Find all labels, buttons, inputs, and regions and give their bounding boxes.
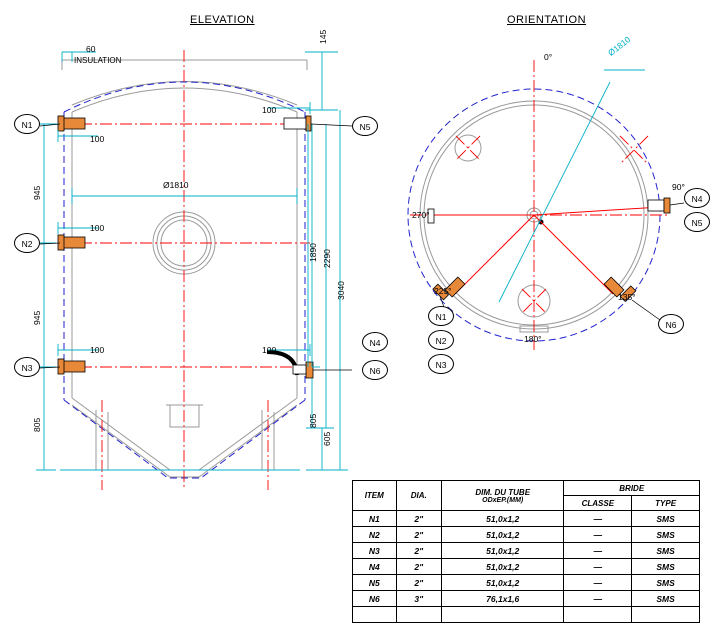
cell-classe: —: [564, 543, 632, 559]
cell-dia: 2": [396, 527, 442, 543]
angle-90: 90°: [672, 182, 685, 192]
table-header-row: [353, 481, 700, 496]
bubble-n2-orientation[interactable]: N2: [428, 330, 454, 350]
cell-type: SMS: [632, 527, 700, 543]
insulation-label: INSULATION: [74, 56, 122, 65]
angle-270: 270°: [412, 210, 430, 220]
insulation-thickness-label: 60: [86, 44, 96, 54]
cell-item: N3: [353, 543, 397, 559]
dim-805-right: 805: [308, 413, 318, 428]
bubble-n5-elevation[interactable]: N5: [352, 116, 378, 136]
dim-1890: 1890: [308, 243, 318, 262]
cell-type: SMS: [632, 511, 700, 527]
cell-dia: 2": [396, 559, 442, 575]
header-type: TYPE: [632, 496, 700, 511]
dim-2290: 2290: [322, 249, 332, 268]
bubble-n4-orientation[interactable]: N4: [684, 188, 710, 208]
table-row: [353, 591, 700, 607]
cell-type: [632, 607, 700, 623]
cell-tube: 51,0x1,2: [442, 559, 564, 575]
cell-tube: 51,0x1,2: [442, 543, 564, 559]
header-tube-sub: ODxEP.(MM): [482, 496, 524, 504]
table-row: [353, 511, 700, 527]
cell-item: N4: [353, 559, 397, 575]
orientation-diameter: Ø1810: [606, 34, 633, 58]
dim-n1-projection: 100: [90, 134, 105, 144]
table-row: [353, 527, 700, 543]
dim-n3-projection: 100: [90, 345, 105, 355]
header-tube: [442, 481, 564, 511]
dim-805-left: 805: [32, 417, 42, 432]
cell-type: SMS: [632, 559, 700, 575]
cell-classe: —: [564, 511, 632, 527]
cell-classe: —: [564, 591, 632, 607]
cell-type: SMS: [632, 543, 700, 559]
cell-type: SMS: [632, 575, 700, 591]
table-row: [353, 575, 700, 591]
cell-item: [353, 607, 397, 623]
title-orientation: ORIENTATION: [507, 14, 587, 26]
nozzle-schedule-table: [352, 480, 700, 623]
cell-classe: [564, 607, 632, 623]
angle-225: 225°: [434, 286, 452, 296]
cell-dia: 3": [396, 591, 442, 607]
bubble-n3-orientation[interactable]: N3: [428, 354, 454, 374]
cell-item: N6: [353, 591, 397, 607]
cell-classe: —: [564, 527, 632, 543]
table-row: [353, 559, 700, 575]
cell-tube: 51,0x1,2: [442, 511, 564, 527]
dim-145: 145: [318, 29, 328, 44]
cell-tube: 51,0x1,2: [442, 527, 564, 543]
cell-classe: —: [564, 575, 632, 591]
table-row: [353, 607, 700, 623]
dim-n2-projection: 100: [90, 223, 105, 233]
cell-item: N5: [353, 575, 397, 591]
bubble-n1-orientation[interactable]: N1: [428, 306, 454, 326]
dim-945-upper: 945: [32, 185, 42, 200]
elevation-dimensions: [36, 52, 348, 470]
angle-0: 0°: [544, 52, 553, 62]
cell-dia: 2": [396, 511, 442, 527]
cell-type: SMS: [632, 591, 700, 607]
cell-item: N1: [353, 511, 397, 527]
header-bride: BRIDE: [564, 481, 700, 496]
cell-dia: 2": [396, 543, 442, 559]
elevation-diameter: Ø1810: [163, 180, 189, 190]
elevation-view: [36, 50, 352, 490]
header-item: ITEM: [353, 481, 397, 511]
dim-n5-projection: 100: [262, 105, 277, 115]
bubble-n6-orientation[interactable]: N6: [658, 314, 684, 334]
dim-945-lower: 945: [32, 310, 42, 325]
angle-135: 135°: [618, 292, 636, 302]
bubble-n2-elevation[interactable]: N2: [14, 233, 40, 253]
header-dia: DIA.: [396, 481, 442, 511]
cell-item: N2: [353, 527, 397, 543]
elevation-nozzles: [58, 116, 313, 378]
header-tube-main: DIM. DU TUBE: [475, 487, 531, 497]
dim-n6-projection: 100: [262, 345, 277, 355]
table-row: [353, 543, 700, 559]
bubble-n5-orientation[interactable]: N5: [684, 212, 710, 232]
cell-tube: 51,0x1,2: [442, 575, 564, 591]
title-elevation: ELEVATION: [190, 14, 255, 26]
cell-classe: —: [564, 559, 632, 575]
cell-dia: 2": [396, 575, 442, 591]
bubble-n3-elevation[interactable]: N3: [14, 357, 40, 377]
bubble-n6-elevation[interactable]: N6: [362, 360, 388, 380]
cell-tube: 76,1x1,6: [442, 591, 564, 607]
dim-3040: 3040: [336, 281, 346, 300]
angle-180: 180°: [524, 334, 542, 344]
bubble-n4-elevation[interactable]: N4: [362, 332, 388, 352]
orientation-view: [408, 60, 684, 350]
dim-605: 605: [322, 431, 332, 446]
bubble-n1-elevation[interactable]: N1: [14, 114, 40, 134]
header-classe: CLASSE: [564, 496, 632, 511]
cell-dia: [396, 607, 442, 623]
cell-tube: [442, 607, 564, 623]
